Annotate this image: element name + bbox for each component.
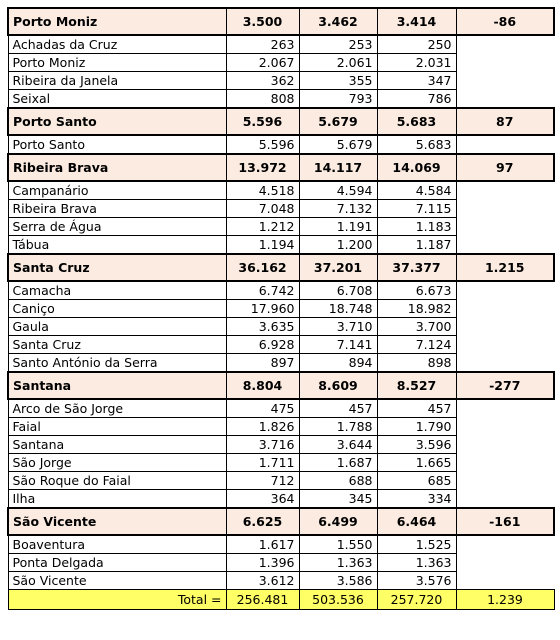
municipality-value-1: 5.596 bbox=[226, 108, 299, 135]
parish-empty-cell bbox=[456, 472, 554, 490]
municipality-value-3: 5.683 bbox=[377, 108, 456, 135]
parish-value-3: 7.124 bbox=[377, 336, 456, 354]
parish-empty-cell bbox=[456, 436, 554, 454]
parish-row bbox=[8, 218, 554, 236]
parish-empty-cell bbox=[456, 90, 554, 109]
parish-value-3: 334 bbox=[377, 490, 456, 509]
municipality-value-2: 6.499 bbox=[299, 508, 377, 535]
municipality-difference: -161 bbox=[456, 508, 554, 535]
municipality-value-1: 8.804 bbox=[226, 372, 299, 399]
municipality-row bbox=[8, 154, 554, 181]
municipality-difference: 97 bbox=[456, 154, 554, 181]
parish-value-3: 1.363 bbox=[377, 554, 456, 572]
parish-row bbox=[8, 436, 554, 454]
parish-name: Boaventura bbox=[8, 535, 226, 554]
parish-name: Ribeira da Janela bbox=[8, 72, 226, 90]
municipality-row bbox=[8, 508, 554, 535]
parish-name: Campanário bbox=[8, 181, 226, 200]
parish-empty-cell bbox=[456, 418, 554, 436]
parish-value-1: 1.194 bbox=[226, 236, 299, 255]
parish-empty-cell bbox=[456, 72, 554, 90]
municipality-value-3: 14.069 bbox=[377, 154, 456, 181]
parish-name: Ilha bbox=[8, 490, 226, 509]
parish-name: São Vicente bbox=[8, 572, 226, 590]
parish-value-1: 6.928 bbox=[226, 336, 299, 354]
municipality-name: Porto Santo bbox=[8, 108, 226, 135]
parish-value-1: 897 bbox=[226, 354, 299, 373]
parish-row bbox=[8, 300, 554, 318]
municipality-name: São Vicente bbox=[8, 508, 226, 535]
municipality-row bbox=[8, 372, 554, 399]
municipality-value-1: 6.625 bbox=[226, 508, 299, 535]
table-body bbox=[8, 8, 554, 610]
parish-value-3: 2.031 bbox=[377, 54, 456, 72]
parish-row bbox=[8, 572, 554, 590]
parish-value-3: 18.982 bbox=[377, 300, 456, 318]
parish-row bbox=[8, 236, 554, 255]
parish-name: Achadas da Cruz bbox=[8, 35, 226, 54]
parish-empty-cell bbox=[456, 54, 554, 72]
parish-value-2: 7.132 bbox=[299, 200, 377, 218]
parish-value-3: 898 bbox=[377, 354, 456, 373]
municipality-name: Ribeira Brava bbox=[8, 154, 226, 181]
parish-value-2: 1.687 bbox=[299, 454, 377, 472]
parish-row bbox=[8, 135, 554, 154]
parish-value-2: 355 bbox=[299, 72, 377, 90]
population-table bbox=[7, 7, 555, 610]
parish-value-1: 364 bbox=[226, 490, 299, 509]
parish-value-2: 457 bbox=[299, 399, 377, 418]
municipality-value-3: 6.464 bbox=[377, 508, 456, 535]
parish-name: Serra de Água bbox=[8, 218, 226, 236]
parish-row bbox=[8, 35, 554, 54]
parish-row bbox=[8, 399, 554, 418]
parish-empty-cell bbox=[456, 336, 554, 354]
parish-empty-cell bbox=[456, 181, 554, 200]
municipality-name: Porto Moniz bbox=[8, 8, 226, 35]
municipality-difference: 1.215 bbox=[456, 254, 554, 281]
municipality-value-2: 14.117 bbox=[299, 154, 377, 181]
parish-name: Arco de São Jorge bbox=[8, 399, 226, 418]
parish-value-2: 3.710 bbox=[299, 318, 377, 336]
parish-empty-cell bbox=[456, 535, 554, 554]
municipality-value-1: 13.972 bbox=[226, 154, 299, 181]
parish-row bbox=[8, 418, 554, 436]
parish-value-2: 1.550 bbox=[299, 535, 377, 554]
parish-empty-cell bbox=[456, 399, 554, 418]
municipality-value-3: 37.377 bbox=[377, 254, 456, 281]
parish-value-1: 1.617 bbox=[226, 535, 299, 554]
parish-value-3: 685 bbox=[377, 472, 456, 490]
parish-value-2: 5.679 bbox=[299, 135, 377, 154]
municipality-value-3: 8.527 bbox=[377, 372, 456, 399]
parish-name: Porto Santo bbox=[8, 135, 226, 154]
parish-value-3: 250 bbox=[377, 35, 456, 54]
parish-value-3: 457 bbox=[377, 399, 456, 418]
parish-value-2: 1.191 bbox=[299, 218, 377, 236]
parish-value-3: 786 bbox=[377, 90, 456, 109]
parish-value-2: 7.141 bbox=[299, 336, 377, 354]
parish-name: São Roque do Faial bbox=[8, 472, 226, 490]
total-label: Total = bbox=[8, 590, 226, 610]
parish-value-3: 3.576 bbox=[377, 572, 456, 590]
total-difference: 1.239 bbox=[456, 590, 554, 610]
municipality-value-2: 8.609 bbox=[299, 372, 377, 399]
parish-row bbox=[8, 336, 554, 354]
parish-value-1: 3.635 bbox=[226, 318, 299, 336]
municipality-value-2: 37.201 bbox=[299, 254, 377, 281]
parish-row bbox=[8, 90, 554, 109]
parish-value-3: 1.665 bbox=[377, 454, 456, 472]
municipality-value-1: 36.162 bbox=[226, 254, 299, 281]
parish-empty-cell bbox=[456, 354, 554, 373]
parish-row bbox=[8, 54, 554, 72]
parish-value-2: 688 bbox=[299, 472, 377, 490]
parish-value-1: 3.612 bbox=[226, 572, 299, 590]
parish-value-3: 3.596 bbox=[377, 436, 456, 454]
parish-value-2: 1.363 bbox=[299, 554, 377, 572]
parish-name: Gaula bbox=[8, 318, 226, 336]
parish-value-3: 1.525 bbox=[377, 535, 456, 554]
parish-name: Santana bbox=[8, 436, 226, 454]
parish-value-2: 894 bbox=[299, 354, 377, 373]
parish-value-3: 5.683 bbox=[377, 135, 456, 154]
parish-value-2: 6.708 bbox=[299, 281, 377, 300]
parish-row bbox=[8, 354, 554, 373]
parish-name: Camacha bbox=[8, 281, 226, 300]
parish-value-1: 1.396 bbox=[226, 554, 299, 572]
parish-row bbox=[8, 200, 554, 218]
parish-empty-cell bbox=[456, 218, 554, 236]
parish-value-2: 1.200 bbox=[299, 236, 377, 255]
parish-value-3: 3.700 bbox=[377, 318, 456, 336]
parish-value-2: 253 bbox=[299, 35, 377, 54]
municipality-value-2: 3.462 bbox=[299, 8, 377, 35]
parish-value-1: 263 bbox=[226, 35, 299, 54]
parish-value-2: 793 bbox=[299, 90, 377, 109]
parish-value-3: 4.584 bbox=[377, 181, 456, 200]
municipality-value-1: 3.500 bbox=[226, 8, 299, 35]
parish-value-2: 3.586 bbox=[299, 572, 377, 590]
total-value-3: 257.720 bbox=[377, 590, 456, 610]
parish-value-1: 6.742 bbox=[226, 281, 299, 300]
parish-name: Tábua bbox=[8, 236, 226, 255]
parish-value-3: 347 bbox=[377, 72, 456, 90]
total-row bbox=[8, 590, 554, 610]
parish-empty-cell bbox=[456, 572, 554, 590]
municipality-row bbox=[8, 8, 554, 35]
parish-empty-cell bbox=[456, 454, 554, 472]
parish-value-1: 2.067 bbox=[226, 54, 299, 72]
total-value-2: 503.536 bbox=[299, 590, 377, 610]
parish-row bbox=[8, 554, 554, 572]
parish-row bbox=[8, 490, 554, 509]
parish-value-1: 475 bbox=[226, 399, 299, 418]
parish-value-2: 1.788 bbox=[299, 418, 377, 436]
parish-value-1: 808 bbox=[226, 90, 299, 109]
parish-name: São Jorge bbox=[8, 454, 226, 472]
parish-name: Caniço bbox=[8, 300, 226, 318]
parish-value-1: 1.711 bbox=[226, 454, 299, 472]
municipality-difference: -277 bbox=[456, 372, 554, 399]
parish-name: Ribeira Brava bbox=[8, 200, 226, 218]
parish-empty-cell bbox=[456, 236, 554, 255]
parish-value-2: 18.748 bbox=[299, 300, 377, 318]
parish-empty-cell bbox=[456, 200, 554, 218]
parish-row bbox=[8, 454, 554, 472]
parish-name: Santa Cruz bbox=[8, 336, 226, 354]
parish-value-3: 7.115 bbox=[377, 200, 456, 218]
parish-row bbox=[8, 472, 554, 490]
parish-value-1: 5.596 bbox=[226, 135, 299, 154]
parish-empty-cell bbox=[456, 35, 554, 54]
municipality-difference: -86 bbox=[456, 8, 554, 35]
municipality-difference: 87 bbox=[456, 108, 554, 135]
municipality-row bbox=[8, 108, 554, 135]
municipality-name: Santana bbox=[8, 372, 226, 399]
municipality-row bbox=[8, 254, 554, 281]
parish-value-2: 2.061 bbox=[299, 54, 377, 72]
parish-value-3: 1.790 bbox=[377, 418, 456, 436]
parish-name: Ponta Delgada bbox=[8, 554, 226, 572]
parish-value-1: 1.212 bbox=[226, 218, 299, 236]
parish-value-2: 4.594 bbox=[299, 181, 377, 200]
parish-empty-cell bbox=[456, 554, 554, 572]
parish-value-1: 4.518 bbox=[226, 181, 299, 200]
parish-value-3: 6.673 bbox=[377, 281, 456, 300]
parish-row bbox=[8, 318, 554, 336]
parish-row bbox=[8, 72, 554, 90]
parish-value-1: 17.960 bbox=[226, 300, 299, 318]
parish-empty-cell bbox=[456, 318, 554, 336]
parish-value-1: 1.826 bbox=[226, 418, 299, 436]
parish-name: Seixal bbox=[8, 90, 226, 109]
parish-row bbox=[8, 281, 554, 300]
municipality-value-2: 5.679 bbox=[299, 108, 377, 135]
parish-value-3: 1.187 bbox=[377, 236, 456, 255]
parish-name: Santo António da Serra bbox=[8, 354, 226, 373]
parish-name: Porto Moniz bbox=[8, 54, 226, 72]
municipality-value-3: 3.414 bbox=[377, 8, 456, 35]
parish-empty-cell bbox=[456, 135, 554, 154]
parish-row bbox=[8, 535, 554, 554]
parish-name: Faial bbox=[8, 418, 226, 436]
parish-value-1: 7.048 bbox=[226, 200, 299, 218]
parish-value-3: 1.183 bbox=[377, 218, 456, 236]
parish-empty-cell bbox=[456, 490, 554, 509]
parish-value-1: 362 bbox=[226, 72, 299, 90]
parish-empty-cell bbox=[456, 281, 554, 300]
municipality-name: Santa Cruz bbox=[8, 254, 226, 281]
parish-value-1: 712 bbox=[226, 472, 299, 490]
parish-value-2: 3.644 bbox=[299, 436, 377, 454]
parish-value-1: 3.716 bbox=[226, 436, 299, 454]
total-value-1: 256.481 bbox=[226, 590, 299, 610]
parish-value-2: 345 bbox=[299, 490, 377, 509]
parish-row bbox=[8, 181, 554, 200]
parish-empty-cell bbox=[456, 300, 554, 318]
